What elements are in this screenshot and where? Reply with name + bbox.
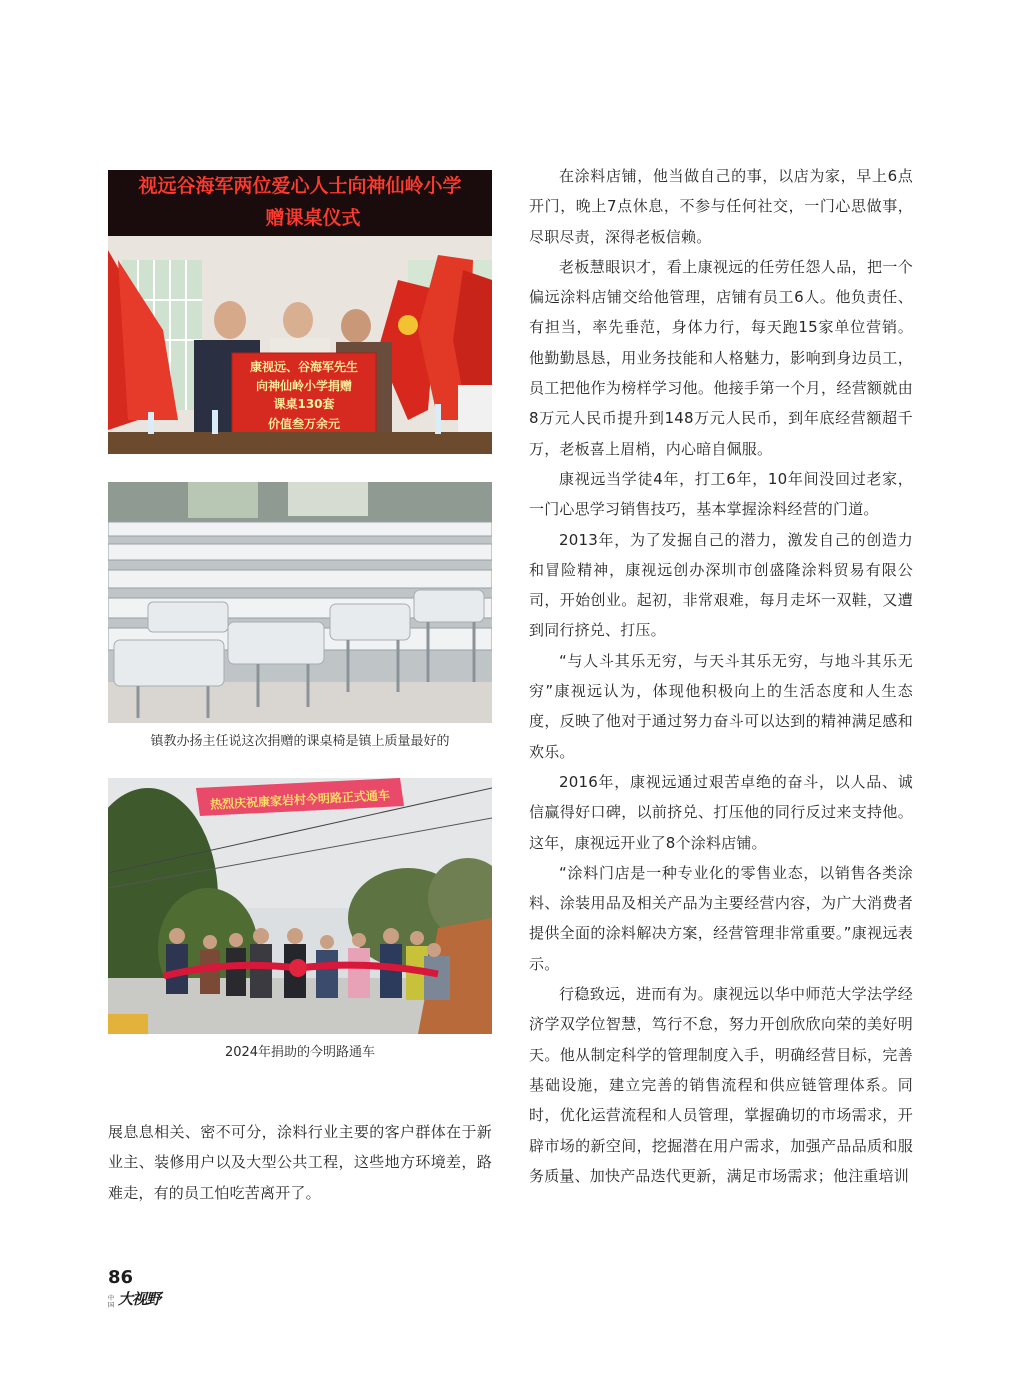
right-paragraph-8: 行稳致远，进而有为。康视远以华中师范大学法学经济学双学位智慧，笃行不怠，努力开创欣欣向荣的美好明天。他从制定科学的管理制度入手，明确经营目标，完善基础设施，建立完善的销售流程和供应链管理体系。同时，优化运营流程和人员管理，掌握确切的市场需求，开辟市场的新空间，挖掘潜在用户需求，加强产品品质和服务质量、加快产品迭代更新，满足市场需求；他注重培训 — [529, 985, 913, 1185]
right-paragraph-7: “涂料门店是一种专业化的零售业态，以销售各类涂料、涂装用品及相关产品为主要经营内容，为广大消费者提供全面的涂料解决方案，经营管理非常重要。”康视远表示。 — [529, 863, 913, 973]
magazine-logo — [108, 1288, 160, 1309]
right-paragraph-5: “与人斗其乐无穷，与天斗其乐无穷，与地斗其乐无穷”康视远认为，体现他积极向上的生活态度和人生态度，反映了他对于通过努力奋斗可以达到的精神满足感和欢乐。 — [529, 651, 913, 761]
led-banner-line2: 赠课桌仪式 — [265, 207, 361, 229]
magazine-logo-name: 大视野 — [118, 1290, 161, 1308]
magazine-logo-small: 中国 — [108, 1295, 115, 1309]
left-paragraph: 展息息相关、密不可分，涂料行业主要的客户群体在于新业主、装修用户以及大型公共工程，这些地方环境差，路难走，有的员工怕吃苦离开了。 — [108, 1123, 492, 1202]
desks-caption: 镇教办扬主任说这次捐赠的课桌椅是镇上质量最好的 — [150, 734, 450, 749]
right-column-text — [529, 161, 913, 1191]
right-paragraph-3: 康视远当学徒4年，打工6年，10年间没回过老家，一门心思学习销售技巧，基本掌握涂料经营的门道。 — [529, 469, 913, 519]
left-column-text — [108, 1117, 492, 1208]
desks-photo — [108, 482, 492, 723]
right-paragraph-1: 在涂料店铺，他当做自己的事，以店为家，早上6点开门，晚上7点休息，不参与任何社交，一门心思做事，尽职尽责，深得老板信赖。 — [529, 167, 913, 246]
sign-line-4: 价值叁万余元 — [267, 417, 341, 431]
road-caption: 2024年捐助的今明路通车 — [224, 1045, 376, 1060]
led-banner-line1: 视远谷海军两位爱心人士向神仙岭小学 — [138, 175, 462, 197]
page-number: 86 — [108, 1267, 134, 1288]
sign-line-3: 课桌130套 — [273, 397, 335, 411]
right-paragraph-6: 2016年，康视远通过艰苦卓绝的奋斗，以人品、诚信赢得好口碑，以前挤兑、打压他的同行反过来支持他。这年，康视远开业了8个涂料店铺。 — [529, 772, 913, 852]
right-paragraph-2: 老板慧眼识才，看上康视远的任劳任怨人品，把一个偏远涂料店铺交给他管理，店铺有员工6人。他负责任、有担当，率先垂范，身体力行，每天跑15家单位营销。他勤勤恳恳，用业务技能和人格魅力，影响到身边员工，员工把他作为榜样学习他。他接手第一个月，经营额就由8万元人民币提升到148万元人民币，到年底经营额超千万，老板喜上眉梢，内心暗自佩服。 — [529, 257, 913, 458]
road-banner-text: 热烈庆祝康家岩村今明路正式通车 — [209, 788, 391, 812]
sign-line-1: 康视远、谷海军先生 — [249, 360, 359, 374]
right-paragraph-4: 2013年，为了发掘自己的潜力，激发自己的创造力和冒险精神，康视远创办深圳市创盛隆涂料贸易有限公司，开始创业。起初，非常艰难，每月走坏一双鞋，又遭到同行挤兑、打压。 — [529, 530, 913, 640]
road-photo — [108, 778, 492, 1034]
ceremony-photo — [108, 170, 492, 454]
sign-line-2: 向神仙岭小学捐赠 — [255, 379, 353, 393]
